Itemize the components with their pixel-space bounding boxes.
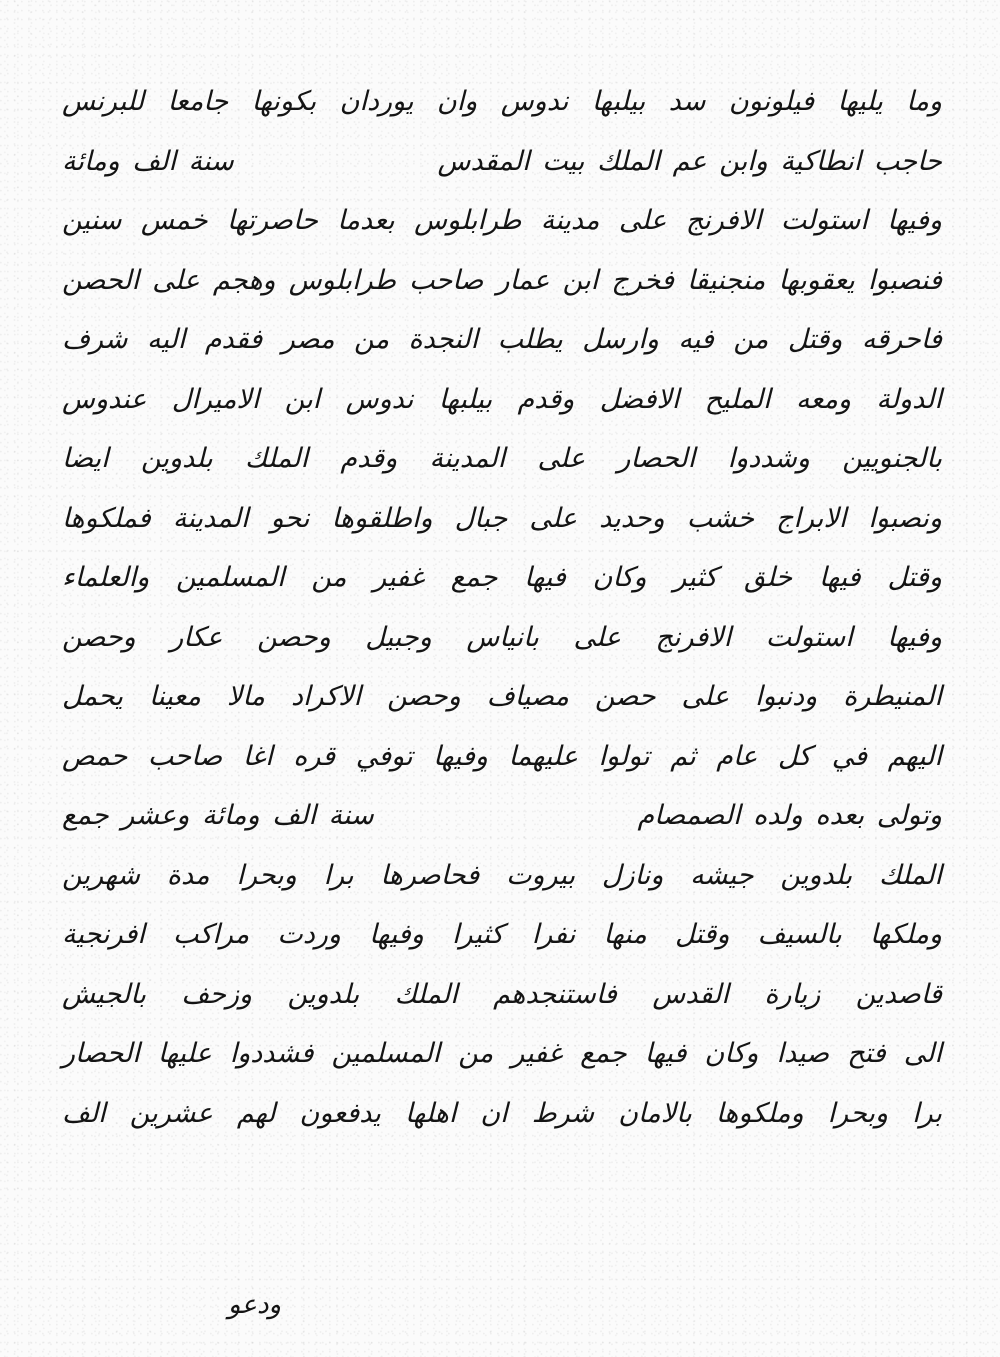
manuscript-line-8: ونصبوا الابراج خشب وحديد على جبال واطلقوها نحو المدينة فملكوها <box>62 502 942 534</box>
manuscript-line-11: المنيطرة ودنبوا على حصن مصياف وحصن الاكراد مالا معينا يحمل <box>62 681 942 712</box>
manuscript-line-2-text: حاجب انطاكية وابن عم الملك بيت المقدس <box>437 145 942 177</box>
manuscript-line-1: وما يليها فيلونون سد بيلبها ندوس وان يوردان بكونها جامعا للبرنس <box>62 86 942 117</box>
manuscript-line-2 <box>62 132 942 192</box>
manuscript-line-5: فاحرقه وقتل من فيه وارسل يطلب النجدة من مصر فقدم اليه شرف <box>62 324 942 355</box>
manuscript-line-12: اليهم في كل عام ثم تولوا عليهما وفيها توفي قره اغا صاحب حمص <box>62 740 942 772</box>
manuscript-line-14: الملك بلدوين جيشه ونازل بيروت فحاصرها برا وبحرا مدة شهرين <box>62 859 942 891</box>
catchword: ودعو <box>228 1290 282 1320</box>
manuscript-line-13-text: وتولى بعده ولده الصمصام <box>637 800 942 831</box>
manuscript-line-10: وفيها استولت الافرنج على بانياس وجبيل وحصن عكار وحصن <box>62 621 942 653</box>
manuscript-line-4: فنصبوا يعقوبها منجنيقا فخرج ابن عمار صاحب طرابلوس وهجم على الحصن <box>62 264 942 296</box>
manuscript-line-7: بالجنويين وشددوا الحصار على المدينة وقدم الملك بلدوين ايضا <box>62 443 942 474</box>
manuscript-line-13 <box>62 786 942 846</box>
manuscript-line-16: قاصدين زيارة القدس فاستنجدهم الملك بلدوين وزحف بالجيش <box>62 978 942 1010</box>
margin-year-note-1: سنة الف ومائة <box>62 145 234 177</box>
manuscript-text <box>62 72 942 1143</box>
manuscript-line-18: برا وبحرا وملكوها بالامان شرط ان اهلها يدفعون لهم عشرين الف <box>62 1097 942 1129</box>
margin-year-note-2: سنة الف ومائة وعشر جمع <box>62 800 374 831</box>
manuscript-line-3: وفيها استولت الافرنج على مدينة طرابلوس بعدما حاصرتها خمس سنين <box>62 205 942 236</box>
manuscript-line-6: الدولة ومعه المليح الافضل وقدم بيلبها ندوس ابن الاميرال عندوس <box>62 383 942 415</box>
manuscript-line-9: وقتل فيها خلق كثير وكان فيها جمع غفير من المسلمين والعلماء <box>62 562 942 593</box>
manuscript-line-17: الى فتح صيدا وكان فيها جمع غفير من المسلمين فشددوا عليها الحصار <box>62 1038 942 1069</box>
manuscript-line-15: وملكها بالسيف وقتل منها نفرا كثيرا وفيها وردت مراكب افرنجية <box>62 919 942 950</box>
